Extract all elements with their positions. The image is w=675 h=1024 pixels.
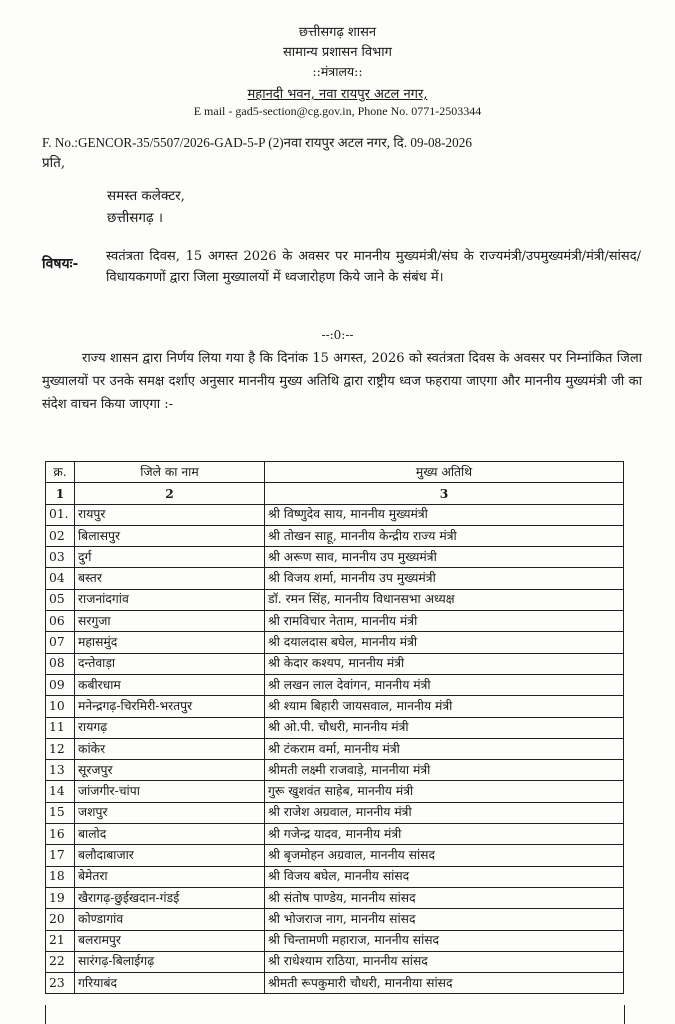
table-row (46, 845, 624, 866)
table-row (46, 887, 624, 908)
chief-guest-cell: श्री गजेन्द्र यादव, माननीय मंत्री (265, 824, 624, 845)
table-row (46, 611, 624, 632)
column-number: 3 (265, 483, 624, 504)
serial-cell: 02 (46, 525, 75, 546)
district-cell: गरियाबंद (75, 973, 265, 994)
serial-cell: 17 (46, 845, 75, 866)
header-address: महानदी भवन, नवा रायपुर अटल नगर, (247, 87, 428, 102)
chief-guest-cell: श्रीमती रूपकुमारी चौधरी, माननीया सांसद (265, 973, 624, 994)
table-row (46, 760, 624, 781)
salutation-prati: प्रति, (42, 155, 66, 171)
subject-label: विषयः- (42, 256, 79, 272)
serial-cell: 13 (46, 760, 75, 781)
header-contact: E mail - gad5-section@cg.gov.in, Phone No. 0771-2503344 (193, 104, 482, 118)
chief-guest-cell: श्री टंकराम वर्मा, माननीय मंत्री (265, 738, 624, 759)
table-column-number-row (46, 483, 624, 504)
serial-cell: 04 (46, 568, 75, 589)
table-row (46, 824, 624, 845)
table-row (46, 696, 624, 717)
district-cell: बिलासपुर (75, 525, 265, 546)
header-serial: क्र. (46, 462, 75, 483)
table-row (46, 951, 624, 972)
serial-cell: 16 (46, 824, 75, 845)
chief-guest-cell: श्री विष्णुदेव साय, माननीय मुख्यमंत्री (265, 504, 624, 525)
header-govt: छत्तीसगढ़ शासन (298, 25, 377, 40)
chief-guest-cell: श्री तोखन साहू, माननीय केन्द्रीय राज्य मंत्री (265, 525, 624, 546)
district-cell: महासमुंद (75, 632, 265, 653)
chief-guest-cell: श्री श्याम बिहारी जायसवाल, माननीय मंत्री (265, 696, 624, 717)
recipient-line-2: छत्तीसगढ़ । (107, 210, 164, 226)
chief-guest-cell: श्री विजय बघेल, माननीय सांसद (265, 866, 624, 887)
chief-guest-cell: श्री रामविचार नेताम, माननीय मंत्री (265, 611, 624, 632)
chief-guest-cell: श्री संतोष पाण्डेय, माननीय सांसद (265, 887, 624, 908)
table-continuation-right (624, 1005, 625, 1024)
column-number: 2 (75, 483, 265, 504)
serial-cell: 22 (46, 951, 75, 972)
serial-cell: 03 (46, 547, 75, 568)
chief-guest-cell: श्री अरूण साव, माननीय उप मुख्यमंत्री (265, 547, 624, 568)
column-number: 1 (46, 483, 75, 504)
table-row (46, 674, 624, 695)
district-cell: रायगढ़ (75, 717, 265, 738)
chief-guest-cell: श्रीमती लक्ष्मी राजवाड़े, माननीया मंत्री (265, 760, 624, 781)
district-cell: दन्तेवाड़ा (75, 653, 265, 674)
table-row (46, 632, 624, 653)
table-row (46, 802, 624, 823)
chief-guest-cell: श्री राधेश्याम राठिया, माननीय सांसद (265, 951, 624, 972)
serial-cell: 12 (46, 738, 75, 759)
table-row (46, 504, 624, 525)
chief-guest-cell: श्री बृजमोहन अग्रवाल, माननीय सांसद (265, 845, 624, 866)
district-cell: मनेन्द्रगढ़-चिरमिरी-भरतपुर (75, 696, 265, 717)
table-row (46, 866, 624, 887)
chief-guest-cell: गुरू खुशवंत साहेब, माननीय मंत्री (265, 781, 624, 802)
recipient-line-1: समस्त कलेक्टर, (107, 188, 185, 204)
serial-cell: 14 (46, 781, 75, 802)
table-row (46, 653, 624, 674)
serial-cell: 19 (46, 887, 75, 908)
serial-cell: 21 (46, 930, 75, 951)
district-cell: जशपुर (75, 802, 265, 823)
subject-text: स्वतंत्रता दिवस, 15 अगस्त 2026 के अवसर पर माननीय मुख्यमंत्री/संघ के राज्यमंत्री/उपमुख्यमंत्री/मंत्री/सांसद/विधायकगणों द्वारा जिला मुख्यालयों में ध्वजारोहण किये जाने के संबंध में। (106, 249, 641, 285)
chief-guest-cell: श्री केदार कश्यप, माननीय मंत्री (265, 653, 624, 674)
header-chief-guest: मुख्य अतिथि (265, 462, 624, 483)
chief-guest-cell: श्री लखन लाल देवांगन, माननीय मंत्री (265, 674, 624, 695)
district-cell: बलरामपुर (75, 930, 265, 951)
serial-cell: 06 (46, 611, 75, 632)
table-row (46, 781, 624, 802)
table-row (46, 973, 624, 994)
serial-cell: 18 (46, 866, 75, 887)
district-cell: बस्तर (75, 568, 265, 589)
district-cell: रायपुर (75, 504, 265, 525)
chief-guest-cell: डॉ. रमन सिंह, माननीय विधानसभा अध्यक्ष (265, 589, 624, 610)
chief-guest-table (45, 461, 624, 994)
table-row (46, 717, 624, 738)
district-cell: जांजगीर-चांपा (75, 781, 265, 802)
district-cell: बालोद (75, 824, 265, 845)
serial-cell: 08 (46, 653, 75, 674)
chief-guest-cell: श्री चिन्तामणी महाराज, माननीय सांसद (265, 930, 624, 951)
table-continuation-left (45, 1005, 46, 1024)
serial-cell: 01. (46, 504, 75, 525)
serial-cell: 05 (46, 589, 75, 610)
serial-cell: 20 (46, 909, 75, 930)
district-cell: दुर्ग (75, 547, 265, 568)
serial-cell: 07 (46, 632, 75, 653)
serial-cell: 23 (46, 973, 75, 994)
serial-cell: 10 (46, 696, 75, 717)
district-cell: खैरागढ़-छुईखदान-गंडई (75, 887, 265, 908)
district-cell: कबीरधाम (75, 674, 265, 695)
chief-guest-cell: श्री भोजराज नाग, माननीय सांसद (265, 909, 624, 930)
table-row (46, 930, 624, 951)
table-row (46, 525, 624, 546)
serial-cell: 09 (46, 674, 75, 695)
table-header-row (46, 462, 624, 483)
table-row (46, 909, 624, 930)
table-row (46, 547, 624, 568)
chief-guest-cell: श्री दयालदास बघेल, माननीय मंत्री (265, 632, 624, 653)
district-cell: राजनांदगांव (75, 589, 265, 610)
district-cell: बलौदाबाजार (75, 845, 265, 866)
chief-guest-cell: श्री राजेश अग्रवाल, माननीय मंत्री (265, 802, 624, 823)
body-paragraph: राज्य शासन द्वारा निर्णय लिया गया है कि दिनांक 15 अगस्त, 2026 को स्वतंत्रता दिवस के अवसर पर निम्नांकित जिला मुख्यालयों पर उनके समक्ष दर्शाए अनुसार माननीय मुख्य अतिथि द्वारा राष्ट्रीय ध्वज फहराया जाएगा और माननीय मुख्यमंत्री जी का संदेश वाचन किया जाएगा :- (42, 351, 642, 412)
table-row (46, 738, 624, 759)
chief-guest-cell: श्री ओ.पी. चौधरी, माननीय मंत्री (265, 717, 624, 738)
district-cell: कांकेर (75, 738, 265, 759)
district-cell: सारंगढ़-बिलाईगढ़ (75, 951, 265, 972)
serial-cell: 11 (46, 717, 75, 738)
district-cell: सूरजपुर (75, 760, 265, 781)
file-number: F. No.:GENCOR-35/5507/2026-GAD-5-P (2)नवा रायपुर अटल नगर, दि. 09-08-2026 (42, 135, 472, 150)
serial-cell: 15 (46, 802, 75, 823)
separator: --:0:-- (321, 328, 354, 342)
header-ministry: ::मंत्रालय:: (312, 64, 363, 79)
header-district: जिले का नाम (75, 462, 265, 483)
district-cell: कोण्डागांव (75, 909, 265, 930)
chief-guest-cell: श्री विजय शर्मा, माननीय उप मुख्यमंत्री (265, 568, 624, 589)
district-cell: सरगुजा (75, 611, 265, 632)
district-cell: बेमेतरा (75, 866, 265, 887)
table-row (46, 589, 624, 610)
header-department: सामान्य प्रशासन विभाग (283, 45, 392, 60)
table-row (46, 568, 624, 589)
